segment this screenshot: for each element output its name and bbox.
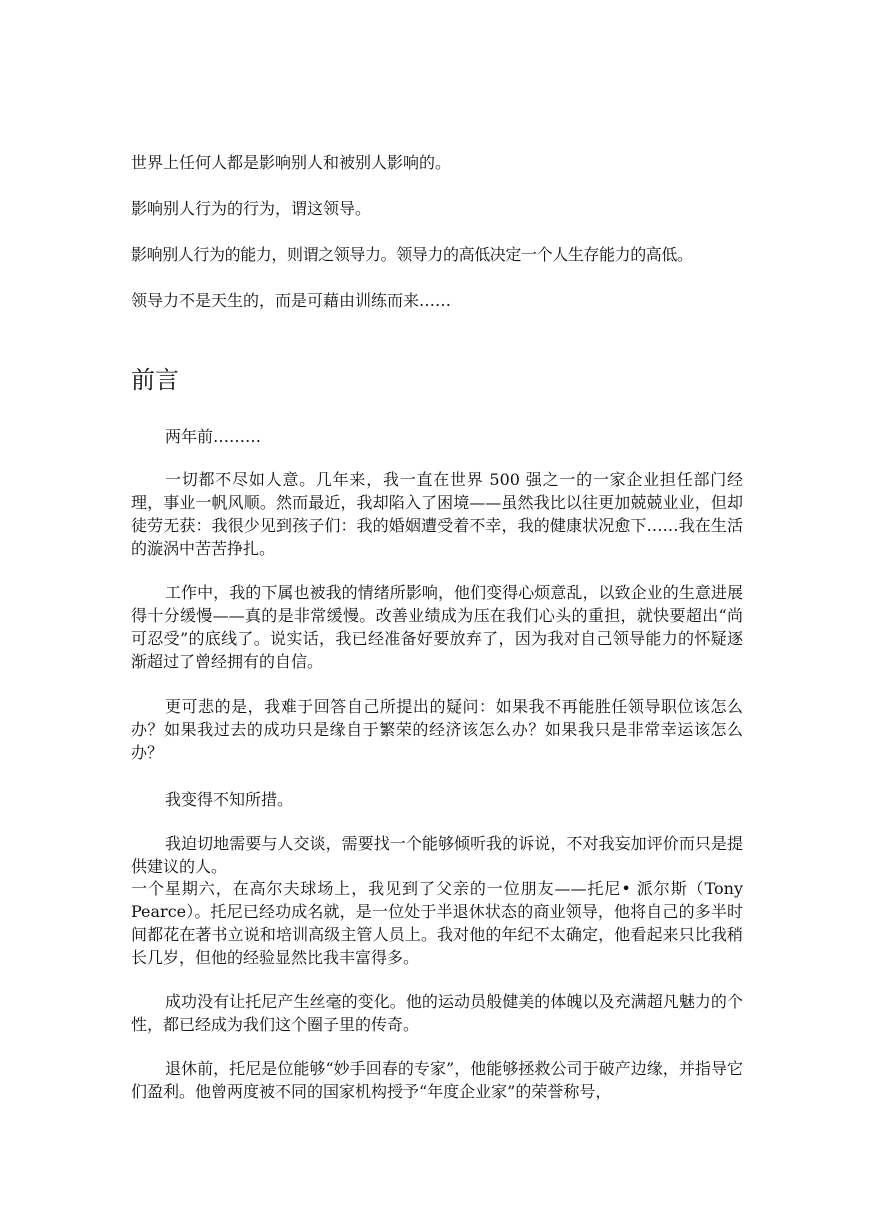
intro-line: 领导力不是天生的，而是可藉由训练而来…… bbox=[131, 291, 452, 310]
section-heading: 前言 bbox=[131, 366, 179, 394]
paragraph: 两年前……… bbox=[165, 427, 262, 446]
paragraph: 退休前，托尼是位能够“妙手回春的专家”，他能够拯救公司于破产边缘，并指导它们盈利。他曾两度被不同的国家机构授予“年度企业家”的荣誉称号， bbox=[131, 1059, 743, 1101]
paragraph: 工作中，我的下属也被我的情绪所影响，他们变得心烦意乱，以致企业的生意进展得十分缓慢——真的是非常缓慢。改善业绩成为压在我们心头的重担，就快要超出“尚可忍受”的底线了。说实话，我已经准备好要放弃了，因为我对自己领导能力的怀疑逐渐超过了曾经拥有的自信。 bbox=[131, 583, 743, 671]
paragraph: 一个星期六，在高尔夫球场上，我见到了父亲的一位朋友——托尼• 派尔斯（Tony Pearce）。托尼已经功成名就，是一位处于半退休状态的商业领导，他将自己的多半时间都花在著书立说和培训高级主管人员上。我对他的年纪不太确定，他看起来只比我稍长几岁，但他的经验显然比我丰富得多。 bbox=[131, 879, 743, 967]
intro-line: 影响别人行为的行为，谓这领导。 bbox=[131, 199, 372, 218]
paragraph: 一切都不尽如人意。几年来，我一直在世界 500 强之一的一家企业担任部门经理，事业一帆风顺。然而最近，我却陷入了困境——虽然我比以往更加兢兢业业，但却徒劳无获：我很少见到孩子们：我的婚姻遭受着不幸，我的健康状况愈下……我在生活的漩涡中苦苦挣扎。 bbox=[131, 470, 743, 558]
intro-line: 世界上任何人都是影响别人和被别人影响的。 bbox=[131, 153, 452, 172]
paragraph: 我变得不知所措。 bbox=[165, 790, 294, 809]
paragraph: 我迫切地需要与人交谈，需要找一个能够倾听我的诉说，不对我妄加评价而只是提供建议的人。 bbox=[131, 834, 743, 876]
paragraph: 成功没有让托尼产生丝毫的变化。他的运动员般健美的体魄以及充满超凡魅力的个性，都已经成为我们这个圈子里的传奇。 bbox=[131, 992, 743, 1034]
paragraph: 更可悲的是，我难于回答自己所提出的疑问：如果我不再能胜任领导职位该怎么办？如果我过去的成功只是缘自于繁荣的经济该怎么办？如果我只是非常幸运该怎么办？ bbox=[131, 697, 743, 762]
intro-line: 影响别人行为的能力，则谓之领导力。领导力的高低决定一个人生存能力的高低。 bbox=[131, 245, 693, 264]
